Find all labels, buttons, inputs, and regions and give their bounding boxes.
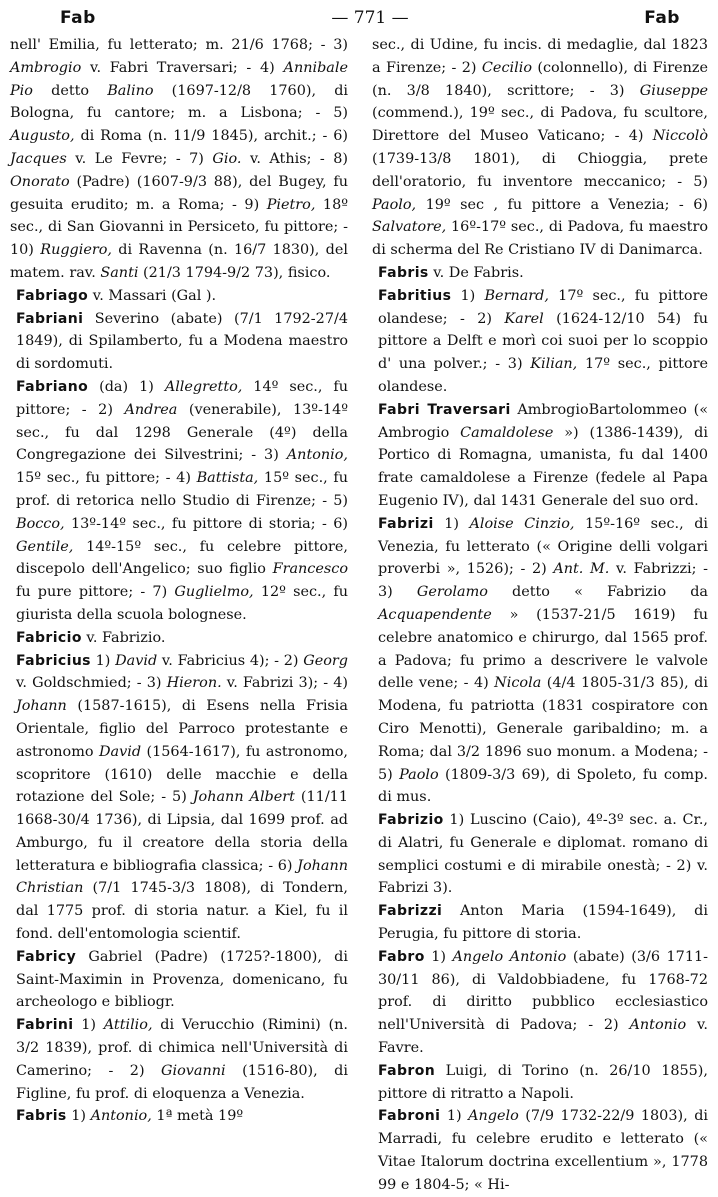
entry-text: Gabriel (Padre) (1725?-1800), di Saint-Maximin in Provenza, domenicano, fu archeologo e bibliogr. — [16, 948, 348, 1011]
entry-italic-name: David — [98, 743, 142, 760]
entry-text: (1564-1617), fu astronomo, scopritore (1610) delle macchie e della rotazione del Sole; - 5) — [16, 743, 348, 806]
entry-headword: Fabris — [16, 1108, 67, 1125]
entry-text: (7/9 1732-22/9 1803), di Marradi, fu celebre erudito e letterato (« Vitae Italorum doctrina excellentium », 1778 99 e 1804-5; « Hi- — [378, 1108, 709, 1193]
dictionary-entry — [10, 285, 348, 308]
entry-text: di Roma (n. 11/9 1845), archit.; - 6) — [74, 128, 348, 145]
dictionary-entry — [10, 34, 348, 285]
dictionary-entry — [10, 627, 348, 650]
entry-text: fu pure pittore; - 7) — [16, 584, 175, 601]
entry-text: (4/4 1805-31/3 85), di Modena, fu patriotta (1831 cospiratore con Ciro Menotti), Generale garibaldino; m. a Roma; dal 3/2 1896 suo monum. a Modena; - 5) — [378, 675, 708, 783]
entry-headword: Fabrizi — [378, 515, 434, 532]
entry-italic-name: Francesco — [272, 561, 348, 578]
entry-italic-name: Aloise Cinzio, — [469, 515, 575, 532]
entry-text: (11/11 1668-30/4 1736), di Lipsia, dal 1699 prof. ad Amburgo, fu il creatore della storia della letteratura e bibliografia classica; - 6) — [16, 789, 348, 874]
entry-text: 1) — [451, 287, 485, 304]
entry-text: 12º sec., fu giurista della scuola bolognese. — [16, 584, 349, 623]
entry-italic-name: Annibale Pio — [10, 59, 348, 99]
entry-text: v. De Fabris. — [428, 264, 524, 281]
entry-text: v. Fabri Traversari; - 4) — [81, 59, 284, 76]
entry-text: v. Goldschmied; - 3) — [16, 675, 167, 692]
dictionary-entry — [372, 1060, 708, 1106]
entry-text: (1697-12/8 1760), di Bologna, fu cantore; m. a Lisbona; - 5) — [10, 82, 349, 122]
entry-text: v. Favre. — [378, 1017, 708, 1057]
entry-text: 18º sec., di San Giovanni in Persiceto, fu pittore; - 10) — [10, 196, 348, 259]
dictionary-entry — [372, 1105, 708, 1196]
entry-text: detto — [32, 82, 108, 99]
entry-italic-name: Attilio, — [103, 1017, 153, 1034]
entry-text: 15º-16º sec., di Venezia, fu letterato (« Origine delli volgari proverbi », 1526); - 2) — [378, 515, 709, 578]
dictionary-entry — [372, 809, 708, 900]
entry-text: 1) — [424, 948, 453, 965]
entry-text: 13º-14º sec., fu pittore di storia; - 6) — [64, 515, 348, 532]
entry-italic-name: Johann Albert — [192, 789, 295, 806]
entry-italic-name: Onorato — [10, 173, 70, 190]
entry-italic-name: Karel — [504, 310, 544, 327]
dictionary-entry — [10, 1014, 348, 1105]
entry-italic-name: Bocco, — [16, 515, 65, 532]
dictionary-entry — [10, 946, 348, 1014]
dictionary-entry — [372, 399, 708, 513]
entry-italic-name: Gio. — [212, 150, 242, 167]
entry-text: (1587-1615), di Esens nella Frisia Orientale, figlio del Parroco protestante e astronomo — [16, 698, 348, 760]
entry-italic-name: Johann Christian — [16, 857, 348, 897]
entry-text: 15º sec., fu pittore; - 4) — [16, 470, 197, 487]
entry-text: 1) — [440, 1108, 469, 1125]
page-header — [10, 4, 708, 32]
dictionary-entry — [372, 946, 708, 1060]
header-left-guideword: Fab — [60, 8, 96, 28]
entry-headword: Fabron — [378, 1062, 436, 1079]
entry-text: ») (1386-1439), di Portico di Romagna, umanista, fu dal 1400 frate camaldolese a Firenze (fedele al Papa Eugenio IV), dal 1431 Generale del suo ord. — [378, 424, 708, 509]
entry-text: v. Fabrizzi; - 3) — [378, 561, 708, 601]
entry-italic-name: Kilian, — [530, 356, 578, 373]
entry-italic-name: Pietro, — [266, 196, 316, 213]
dictionary-entry — [372, 513, 708, 809]
entry-text: 1ª metà 19º — [151, 1108, 244, 1125]
entry-text: Luigi, di Torino (n. 26/10 1855), pittore di ritratto a Napoli. — [378, 1062, 708, 1102]
entry-text: detto « Fabrizio da — [487, 584, 708, 601]
entry-italic-name: Hieron. — [166, 675, 222, 692]
entry-headword: Fabri Traversari — [378, 401, 511, 418]
entry-italic-name: Johann — [16, 698, 67, 715]
entry-text: Severino (abate) (7/1 1792-27/4 1849), di Spilamberto, fu a Modena maestro di sordomuti. — [16, 310, 348, 373]
entry-italic-name: Guglielmo, — [174, 584, 254, 601]
entry-text: v. Athis; - 8) — [241, 150, 348, 167]
entry-text: AmbrogioBartolommeo (« Ambrogio — [378, 401, 708, 441]
entry-text: (1516-80), di Figline, fu prof. di eloquenza a Venezia. — [16, 1062, 348, 1102]
entry-text: Anton Maria (1594-1649), di Perugia, fu pittore di storia. — [378, 903, 708, 943]
entry-italic-name: Camaldolese — [460, 424, 554, 441]
entry-headword: Fabrizzi — [378, 903, 443, 920]
entry-text: (abate) (3/6 1711-30/11 86), di Valdobbiadene, fu 1768-72 prof. di diritto pubblico ecclesiastico nell'Università di Padova; - 2) — [378, 948, 708, 1034]
entry-text: v. Fabricius 4); - 2) — [157, 652, 304, 669]
entry-text: 1) — [73, 1017, 104, 1034]
entry-italic-name: Nicola — [494, 675, 542, 692]
entry-italic-name: Ambrogio — [10, 59, 82, 76]
right-column — [372, 34, 708, 1197]
entry-italic-name: Battista, — [196, 470, 259, 487]
entry-italic-name: Giuseppe — [639, 82, 708, 99]
entry-italic-name: Paolo — [399, 766, 439, 783]
entry-italic-name: Antonio, — [90, 1108, 152, 1125]
entry-headword: Fabriago — [16, 287, 89, 304]
dictionary-entry — [372, 262, 708, 285]
dictionary-entry — [10, 308, 348, 376]
dictionary-entry — [10, 376, 348, 627]
entry-text: (colonnello), di Firenze (n. 3/8 1840), scrittore; - 3) — [372, 59, 708, 99]
entry-text: 14º sec., fu pittore; - 2) — [16, 378, 348, 418]
entry-text: (7/1 1745-3/3 1808), di Tondern, dal 1775 prof. di storia natur. a Kiel, fu il fond. dell'entomologia scientif. — [16, 880, 348, 943]
entry-italic-name: Antonio, — [286, 447, 348, 464]
entry-italic-name: Andrea — [124, 401, 178, 418]
dictionary-entry — [372, 900, 708, 946]
entry-text: v. Fabrizi 3); - 4) — [221, 675, 348, 692]
entry-italic-name: Jacques — [10, 150, 67, 167]
entry-text: (1739-13/8 1801), di Chioggia, prete dell'oratorio, fu inventore meccanico; - 5) — [372, 150, 708, 190]
entry-text: di Ravenna (n. 16/7 1830), del matem. rav. — [10, 242, 348, 281]
entry-text: 1) — [433, 515, 470, 532]
entry-italic-name: Ruggiero, — [40, 242, 112, 259]
entry-text: di Verucchio (Rimini) (n. 3/2 1839), prof. di chimica nell'Università di Camerino; - 2) — [16, 1017, 348, 1079]
entry-italic-name: Balino — [107, 82, 154, 99]
entry-italic-name: Angelo — [468, 1108, 519, 1125]
entry-italic-name: Antonio — [629, 1017, 687, 1034]
entry-text: (21/3 1794-9/2 73), fisico. — [138, 264, 331, 281]
entry-headword: Fabricy — [16, 948, 77, 965]
entry-text: 1) Luscino (Caio), 4º-3º sec. a. Cr., di Alatri, fu Generale e diplomat. romano di semplici costumi e di mirabile onestà; - 2) v. Fabrizi 3). — [378, 812, 708, 897]
dictionary-entry — [10, 650, 348, 946]
entry-headword: Fabro — [378, 948, 425, 965]
entry-text: sec., di Udine, fu incis. di medaglie, dal 1823 a Firenze; - 2) — [372, 37, 708, 76]
entry-text: 1) — [90, 652, 116, 669]
entry-italic-name: Augusto, — [10, 128, 75, 145]
entry-headword: Fabriano — [16, 378, 89, 395]
dictionary-entry — [372, 285, 708, 399]
entry-italic-name: Gerolamo — [416, 584, 488, 601]
entry-text: (venerabile), 13º-14º sec., fu dal 1298 Generale (4º) della Congregazione dei Silvestrini; - 3) — [16, 401, 348, 464]
entry-text: 19º sec , fu pittore a Venezia; - 6) — [416, 196, 708, 213]
entry-headword: Fabroni — [378, 1108, 441, 1125]
entry-italic-name: Allegretto, — [164, 378, 243, 395]
entry-text: (commend.), 19º sec., di Padova, fu scultore, Direttore del Museo Vaticano; - 4) — [372, 105, 708, 145]
entry-text: (da) 1) — [88, 378, 165, 395]
entry-headword: Fabricius — [16, 652, 91, 669]
entry-text: 16º-17º sec., di Padova, fu maestro di scherma del Re Cristiano IV di Danimarca. — [372, 219, 708, 259]
entry-text: nell' Emilia, fu letterato; m. 21/6 1768; - 3) — [10, 37, 348, 53]
entry-italic-name: Georg — [303, 652, 349, 669]
entry-text: (Padre) (1607-9/3 88), del Bugey, fu gesuita erudito; m. a Roma; - 9) — [10, 173, 348, 213]
entry-text: 1) — [66, 1108, 91, 1125]
entry-text: » (1537-21/5 1619) fu celebre anatomico e chirurgo, dal 1565 prof. a Padova; fu primo a descrivere le valvole delle vene; - 4) — [378, 606, 708, 692]
entry-text: v. Le Fevre; - 7) — [66, 150, 213, 167]
entry-headword: Fabrizio — [378, 812, 444, 829]
entry-headword: Fabris — [378, 264, 429, 281]
entry-italic-name: Ant. M. — [553, 561, 610, 578]
dictionary-entry — [10, 1105, 348, 1128]
entry-text: (1809-3/3 69), di Spoleto, fu comp. di mus. — [378, 766, 708, 806]
entry-italic-name: Salvatore, — [372, 219, 447, 236]
entry-italic-name: Niccolò — [652, 128, 708, 145]
entry-text: 15º sec., fu prof. di retorica nello Studio di Firenze; - 5) — [16, 470, 348, 509]
left-column — [10, 34, 348, 1197]
dictionary-entry — [372, 34, 708, 262]
entry-text: v. Massari (Gal ). — [88, 287, 217, 304]
page-number: — 771 — — [331, 8, 409, 28]
entry-headword: Fabriani — [16, 310, 84, 327]
entry-italic-name: Santi — [100, 264, 139, 281]
entry-headword: Fabritius — [378, 287, 452, 304]
entry-italic-name: Bernard, — [484, 287, 549, 304]
entry-headword: Fabrini — [16, 1017, 74, 1034]
entry-italic-name: David — [115, 652, 158, 669]
entry-headword: Fabricio — [16, 629, 82, 646]
entry-italic-name: Paolo, — [372, 196, 417, 213]
text-columns — [10, 34, 708, 1197]
entry-text: (1624-12/10 54) fu pittore a Delft e morì coi suoi per lo scoppio d' una polver.; - 3) — [378, 310, 708, 373]
entry-italic-name: Acquapendente — [378, 606, 492, 623]
entry-italic-name: Cecilio — [481, 59, 532, 76]
entry-italic-name: Angelo Antonio — [452, 948, 567, 965]
entry-text: 14º-15º sec., fu celebre pittore, discepolo dell'Angelico; suo figlio — [16, 538, 348, 578]
header-right-guideword: Fab — [644, 8, 680, 28]
entry-italic-name: Gentile, — [16, 538, 74, 555]
entry-text: v. Fabrizio. — [81, 629, 166, 646]
entry-text: 17º sec., fu pittore olandese; - 2) — [378, 287, 708, 327]
entry-text: 17º sec., pittore olandese. — [378, 356, 708, 395]
entry-italic-name: Giovanni — [161, 1062, 226, 1079]
